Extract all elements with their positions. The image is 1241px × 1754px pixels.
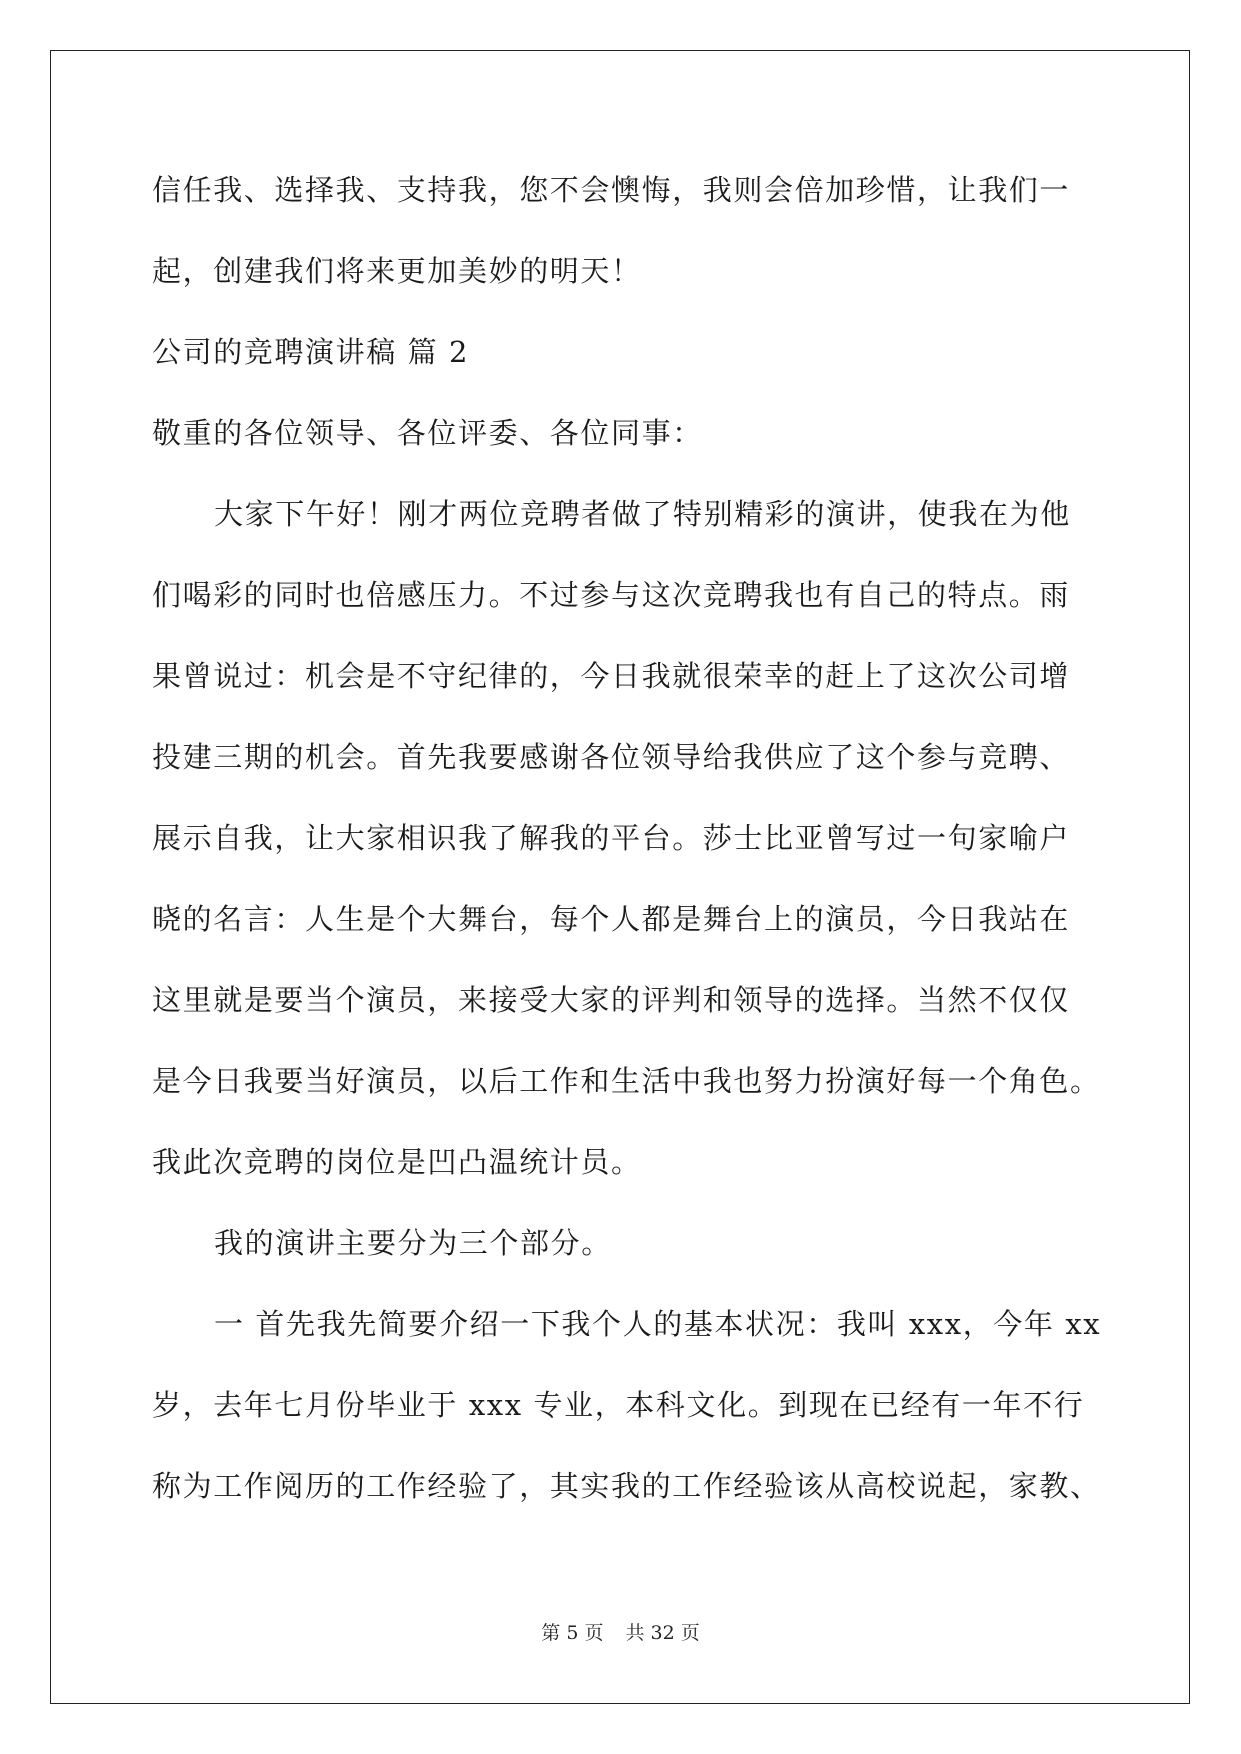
text-line: 投建三期的机会。首先我要感谢各位领导给我供应了这个参与竞聘、	[152, 740, 1071, 774]
text-line: 起，创建我们将来更加美妙的明天！	[152, 254, 642, 288]
text-line: 信任我、选择我、支持我，您不会懊悔，我则会倍加珍惜，让我们一	[152, 173, 1071, 207]
text-line: 是今日我要当好演员，以后工作和生活中我也努力扮演好每一个角色。	[152, 1064, 1101, 1098]
text-line: 展示自我，让大家相识我了解我的平台。莎士比亚曾写过一句家喻户	[152, 821, 1071, 855]
page-number: 第 5 页	[541, 1622, 604, 1644]
text-line: 们喝彩的同时也倍感压力。不过参与这次竞聘我也有自己的特点。雨	[152, 578, 1071, 612]
text-line: 这里就是要当个演员，来接受大家的评判和领导的选择。当然不仅仅	[152, 983, 1071, 1017]
section-heading: 公司的竞聘演讲稿 篇 2	[152, 335, 470, 369]
text-line: 岁，去年七月份毕业于 xxx 专业，本科文化。到现在已经有一年不行	[152, 1388, 1085, 1422]
salutation: 敬重的各位领导、各位评委、各位同事：	[152, 416, 703, 450]
paragraph-start: 一 首先我先简要介绍一下我个人的基本状况：我叫 xxx，今年 xx	[214, 1307, 1102, 1341]
text-line: 晓的名言：人生是个大舞台，每个人都是舞台上的演员，今日我站在	[152, 902, 1071, 936]
text-line: 称为工作阅历的工作经验了，其实我的工作经验该从高校说起，家教、	[152, 1469, 1101, 1503]
page-total: 共 32 页	[625, 1622, 700, 1644]
paragraph-start: 我的演讲主要分为三个部分。	[214, 1226, 612, 1260]
text-line: 果曾说过：机会是不守纪律的，今日我就很荣幸的赶上了这次公司增	[152, 659, 1071, 693]
page-footer	[0, 1618, 1241, 1645]
document-body	[152, 150, 1102, 1527]
paragraph-start: 大家下午好！刚才两位竞聘者做了特别精彩的演讲，使我在为他	[214, 497, 1071, 531]
text-line: 我此次竞聘的岗位是凹凸温统计员。	[152, 1145, 642, 1179]
